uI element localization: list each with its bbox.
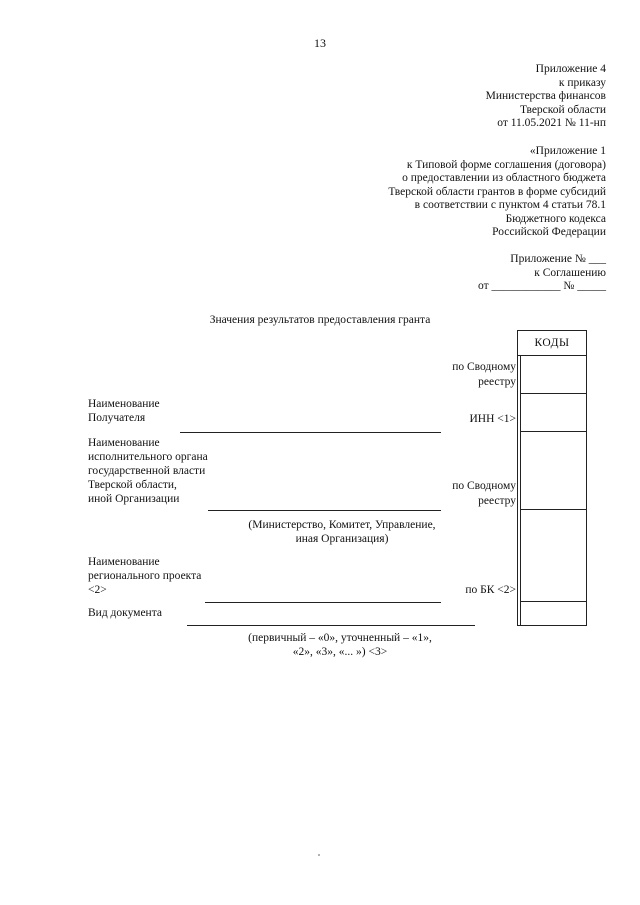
appendix-4-line: Тверской области xyxy=(520,103,606,116)
appendix-4-line: Министерства финансов xyxy=(485,90,606,102)
label-line: по Сводному xyxy=(452,480,516,492)
appendix-1-line: Бюджетного кодекса xyxy=(505,212,606,225)
svod-registry-label-1 xyxy=(452,360,516,390)
label-line: реестру xyxy=(478,495,516,507)
label-line: <2> xyxy=(88,584,107,596)
inn-label: ИНН <1> xyxy=(469,413,516,425)
label-line: по Сводному xyxy=(452,361,516,373)
regional-project-name-label xyxy=(88,555,201,597)
agreement-line: к Соглашению xyxy=(534,266,606,279)
label-line: Тверской области, xyxy=(88,479,177,491)
agreement-header xyxy=(478,253,606,294)
codes-cell-divider xyxy=(520,509,586,510)
label-line: Наименование xyxy=(88,556,160,568)
document-type-label: Вид документа xyxy=(88,607,162,619)
label-line: иной Организации xyxy=(88,493,180,505)
appendix-4-line: от 11.05.2021 № 11-нп xyxy=(497,117,606,129)
appendix-1-line: в соответствии с пунктом 4 статьи 78.1 xyxy=(414,199,606,211)
appendix-4-line: Приложение 4 xyxy=(535,63,606,75)
label-line: реестру xyxy=(478,376,516,388)
label-line: государственной власти xyxy=(88,465,206,477)
appendix-1-line: Российской Федерации xyxy=(492,226,606,238)
codes-table xyxy=(517,330,587,626)
label-line: Наименование xyxy=(88,437,160,449)
hint-line: (первичный – «0», уточненный – «1», xyxy=(248,632,432,644)
appendix-4-line: к приказу xyxy=(558,76,606,89)
bk-label: по БК <2> xyxy=(465,584,516,596)
codes-cell-divider xyxy=(520,393,586,394)
svod-registry-label-2 xyxy=(452,479,516,509)
codes-header: КОДЫ xyxy=(518,331,586,356)
document-type-field[interactable] xyxy=(187,625,475,626)
hint-line: иная Организация) xyxy=(295,533,389,545)
appendix-4-header xyxy=(486,63,606,131)
label-line: Наименование xyxy=(88,398,160,410)
ministry-hint xyxy=(222,518,462,546)
regional-project-name-field[interactable] xyxy=(205,602,441,603)
codes-cell-divider xyxy=(520,601,586,602)
appendix-1-line: к Типовой форме соглашения (договора) xyxy=(406,158,606,171)
appendix-1-line: Тверской области грантов в форме субсидий xyxy=(388,185,606,198)
appendix-1-line: о предоставлении из областного бюджета xyxy=(402,172,606,184)
page-title: Значения результатов предоставления гранта xyxy=(209,314,431,326)
label-line: регионального проекта xyxy=(88,570,202,582)
appendix-1-header xyxy=(388,145,606,240)
executive-body-name-field[interactable] xyxy=(208,510,441,511)
label-line: исполнительного органа xyxy=(88,451,208,463)
agreement-line: Приложение № ___ xyxy=(510,253,606,265)
codes-inner-column xyxy=(520,355,586,625)
hint-line: «2», «3», «... ») <3> xyxy=(292,646,388,658)
appendix-1-line: «Приложение 1 xyxy=(529,145,606,157)
document-type-hint xyxy=(210,631,470,659)
recipient-name-label xyxy=(88,397,160,425)
hint-line: (Министерство, Комитет, Управление, xyxy=(248,519,436,531)
codes-cell-divider xyxy=(520,431,586,432)
executive-body-name-label xyxy=(88,436,208,506)
recipient-name-field[interactable] xyxy=(180,432,441,433)
scan-speck xyxy=(318,854,320,856)
label-line: Получателя xyxy=(88,412,146,424)
page-number: 13 xyxy=(314,36,326,50)
agreement-line: от ____________ № _____ xyxy=(478,280,606,292)
